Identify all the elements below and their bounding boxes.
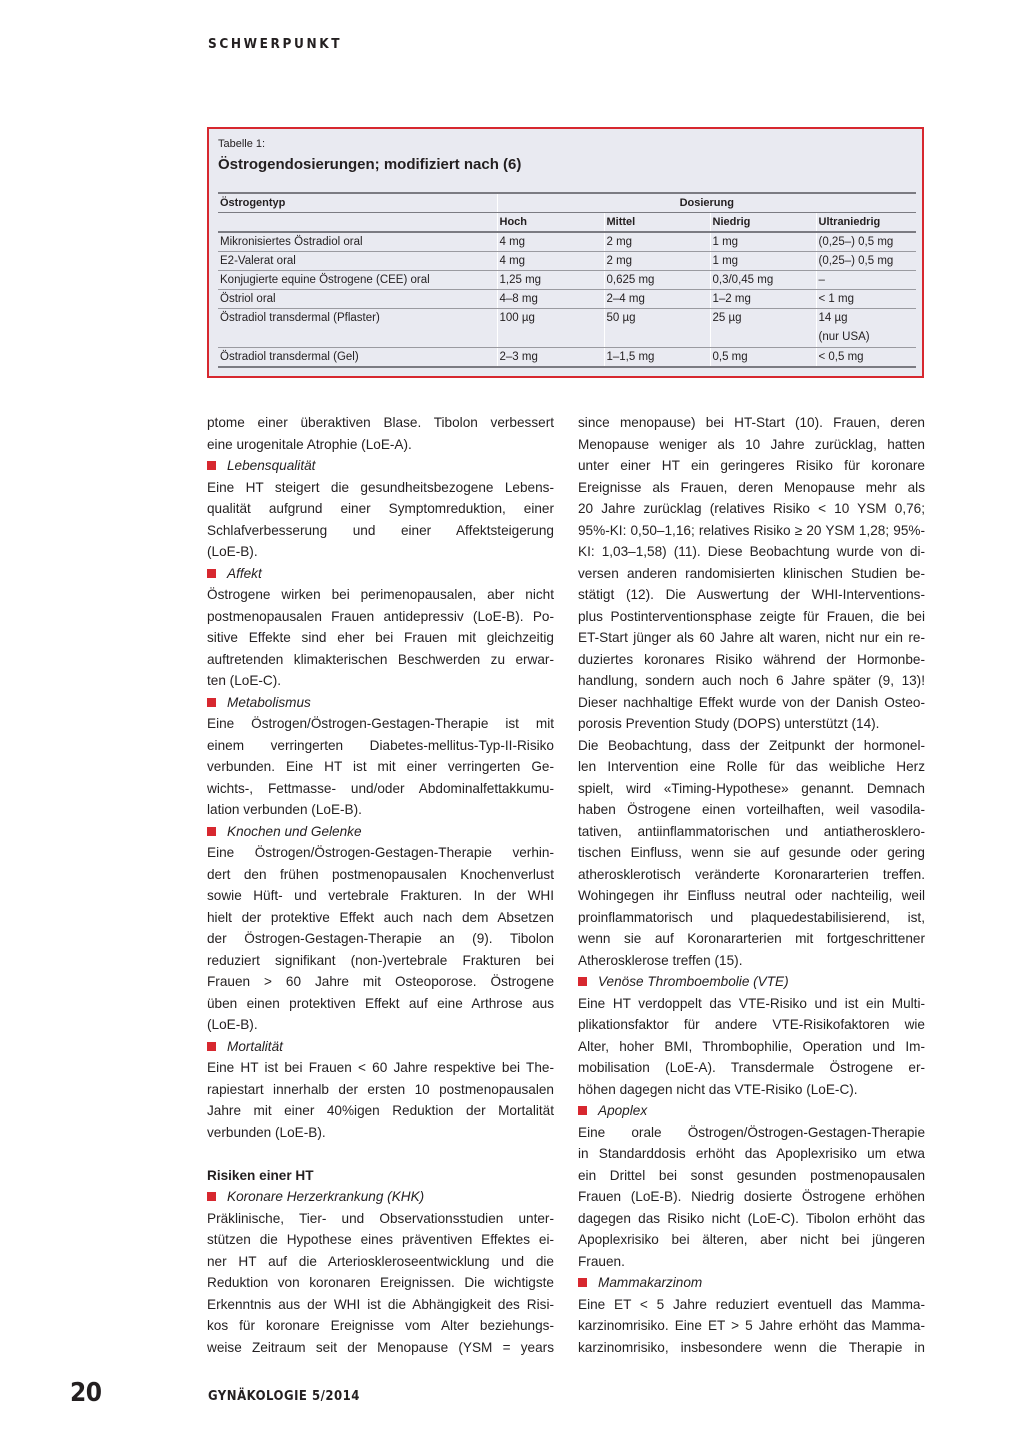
text-line: postmenopausalen Frauen antidepressiv (LoE-B). Po- <box>207 608 554 624</box>
text-line: proinflammatorisch und plaquedestabilisierend, ist, <box>578 909 925 925</box>
table-cell-dose: (0,25–) 0,5 mg <box>816 232 916 252</box>
text-line: (LoE-B). <box>207 544 258 559</box>
text-line: wenn sie auf Koronararterien mit fortgeschrittener <box>578 931 925 946</box>
text-line: Eine HT ist bei Frauen < 60 Jahre respektive bei The- <box>207 1060 554 1075</box>
text-line: handlung, sondern auch noch 6 Jahre später (9, 13)! <box>578 673 925 688</box>
subsection-heading-text: Mammakarzinom <box>598 1275 703 1290</box>
text-line: dagegen das Risiko nicht (LoE-C). Tibolon erhöht das <box>578 1210 925 1226</box>
table-cell-dose: 0,3/0,45 mg <box>710 271 816 290</box>
text-line: Jahre mit einer 40%igen Reduktion der Mortalität <box>207 1103 554 1118</box>
subsection-heading <box>207 455 554 477</box>
table-cell-dose: 100 µg <box>497 309 604 348</box>
subsection-heading <box>207 1186 554 1208</box>
text-line: mobilisation (LoE-A). Transdermale Östrogene er- <box>578 1060 925 1075</box>
text-line: tischen Einfluss, wenn sie auf gesunde oder gering <box>578 845 925 860</box>
text-line: ner HT auf die Arterioskleroseentwicklung und die <box>207 1253 554 1269</box>
text-line: verbunden (LoE-B). <box>207 1124 326 1140</box>
table-cell-dose: 0,5 mg <box>710 348 816 368</box>
table-row <box>218 290 916 309</box>
table-cell-type: Konjugierte equine Östrogene (CEE) oral <box>218 271 497 290</box>
table-cell-type: Mikronisiertes Östradiol oral <box>218 232 497 252</box>
text-line: Eine Östrogen/Östrogen-Gestagen-Therapie ist mit <box>207 716 554 731</box>
red-square-bullet-icon <box>207 827 216 836</box>
table-cell-type: E2-Valerat oral <box>218 252 497 271</box>
text-line: weise Zeitraum seit der Menopause (YSM = years <box>207 1339 554 1355</box>
text-line: Frauen > 60 Jahre mit Osteoporose. Östrogene <box>207 974 554 989</box>
table-cell-dose: 2–4 mg <box>604 290 710 309</box>
table-cell-type: Östradiol transdermal (Pflaster) <box>218 309 497 348</box>
text-line: lation verbunden (LoE-B). <box>207 802 362 817</box>
body-column-left <box>207 412 554 1358</box>
table-cell-dose: 1–2 mg <box>710 290 816 309</box>
subsection-heading-text: Apoplex <box>598 1103 648 1118</box>
text-line: Apoplexrisiko bei älteren, aber nicht bei jüngeren <box>578 1232 925 1247</box>
table-cell-dose: 1 mg <box>710 252 816 271</box>
text-line: auftretenden klimakterischen Beschwerden zu erwar- <box>207 651 554 667</box>
section-header: SCHWERPUNKT <box>208 36 343 52</box>
text-line: Reduktion von koronaren Ereignissen. Die wichtigste <box>207 1275 554 1290</box>
text-line: ET-Start jünger als 60 Jahre alt waren, nicht nur ein re- <box>578 630 925 645</box>
subsection-heading-text: Koronare Herzerkrankung (KHK) <box>227 1189 425 1204</box>
table-cell-dose: – <box>816 271 916 290</box>
text-line: spielt, wird «Timing-Hypothese» genannt. Demnach <box>578 780 925 796</box>
col-header-hoch: Hoch <box>497 213 604 233</box>
text-line: kos für koronare Ereignisse vom Alter beziehungs- <box>207 1318 554 1333</box>
table-cell-dose: 0,625 mg <box>604 271 710 290</box>
page-number: 20 <box>70 1378 102 1408</box>
table-cell-type: Östradiol transdermal (Gel) <box>218 348 497 368</box>
col-header-mittel: Mittel <box>604 213 710 233</box>
text-line: sitive Effekte sind eher bei Frauen mit gleichzeitig <box>207 630 554 645</box>
text-line: Präklinische, Tier- und Observationsstudien unter- <box>207 1210 554 1226</box>
table-cell-dose: 50 µg <box>604 309 710 348</box>
col-header-niedrig: Niedrig <box>710 213 816 233</box>
subsection-heading <box>578 971 925 993</box>
table-cell-dose: 2 mg <box>604 232 710 252</box>
table-row <box>218 271 916 290</box>
text-line: Dieser nachhaltige Effekt wurde von der Danish Osteo- <box>578 694 925 710</box>
table-cell-dose-value: 14 µg <box>818 312 848 324</box>
table-cell-dose: 2 mg <box>604 252 710 271</box>
dosage-table <box>218 192 916 368</box>
text-line: hielt der protektive Effekt auch nach dem Absetzen <box>207 909 554 925</box>
red-square-bullet-icon <box>578 1106 587 1115</box>
journal-issue: GYNÄKOLOGIE 5/2014 <box>208 1389 360 1404</box>
red-square-bullet-icon <box>207 1192 216 1201</box>
table-row <box>218 309 916 348</box>
text-line: dert den frühen postmenopausalen Knochenverlust <box>207 866 554 882</box>
text-line: qualität aufgrund einer Symptomreduktion, einer <box>207 501 554 516</box>
table-cell-dose: 2–3 mg <box>497 348 604 368</box>
table-cell-dose: < 1 mg <box>816 290 916 309</box>
text-line: Die Beobachtung, dass der Zeitpunkt der hormonel- <box>578 737 925 753</box>
red-square-bullet-icon <box>207 569 216 578</box>
text-line: Schlafverbesserung und einer Affektsteigerung <box>207 522 554 538</box>
text-line: plikationsfaktor für andere VTE-Risikofaktoren wie <box>578 1017 925 1032</box>
text-line: tativen, antiinflammatorischen und antiatherosklero- <box>578 823 925 839</box>
section-heading: Risiken einer HT <box>207 1167 314 1183</box>
red-square-bullet-icon <box>578 977 587 986</box>
text-line: 95%-KI: 0,50–1,16; relatives Risiko ≥ 20 YSM 1,28; 95%- <box>578 522 925 538</box>
table-cell-type: Östriol oral <box>218 290 497 309</box>
col-header-dosage: Dosierung <box>497 193 916 213</box>
text-line: karzinomrisiko. Eine ET > 5 Jahre erhöht das Mamma- <box>578 1318 925 1333</box>
text-line: sowie Hüft- und vertebrale Frakturen. In der WHI <box>207 888 554 903</box>
body-column-right <box>578 412 925 1358</box>
text-line: der Östrogen-Gestagen-Therapie an (9). Tibolon <box>207 931 554 946</box>
text-line: ein Drittel bei sonst gesunden postmenopausalen <box>578 1167 925 1183</box>
table-row <box>218 232 916 252</box>
subsection-heading-text: Lebensqualität <box>227 458 316 473</box>
subsection-heading <box>207 563 554 585</box>
table-cell-dose: < 0,5 mg <box>816 348 916 368</box>
subsection-heading <box>207 1036 554 1058</box>
text-line: ptome einer überaktiven Blase. Tibolon verbessert <box>207 415 554 430</box>
text-line: 20 Jahre zurücklag (relatives Risiko < 10 YSM 0,76; <box>578 501 925 516</box>
text-line: Frauen. <box>578 1253 625 1269</box>
table-cell-note: (nur USA) <box>818 331 870 343</box>
table-cell-dose: 1 mg <box>710 232 816 252</box>
subsection-heading-text: Venöse Thromboembolie (VTE) <box>598 974 789 989</box>
text-line: üben einen protektiven Effekt auf eine Arthrose aus <box>207 995 554 1011</box>
table-row <box>218 348 916 368</box>
table-title: Östrogendosierungen; modifiziert nach (6) <box>218 156 522 173</box>
text-line: ten (LoE-C). <box>207 673 282 688</box>
red-square-bullet-icon <box>207 1042 216 1051</box>
spacer <box>207 1143 554 1165</box>
text-line: porosis Prevention Study (DOPS) unterstützt (14). <box>578 716 880 731</box>
text-line: Frauen (LoE-B). Niedrig dosierte Östrogene erhöhen <box>578 1189 925 1204</box>
subsection-heading-text: Affekt <box>227 565 262 581</box>
subsection-heading-text: Knochen und Gelenke <box>227 823 362 839</box>
table-row <box>218 252 916 271</box>
text-line: Eine ET < 5 Jahre reduziert eventuell das Mamma- <box>578 1296 925 1312</box>
text-line: since menopause) bei HT-Start (10). Frauen, deren <box>578 415 925 430</box>
text-line: Östrogene wirken bei perimenopausalen, aber nicht <box>207 587 554 602</box>
text-line: rapiestart innerhalb der ersten 10 postmenopausalen <box>207 1081 554 1097</box>
text-line: Eine HT verdoppelt das VTE-Risiko und ist ein Multi- <box>578 995 925 1011</box>
text-line: Alter, hoher BMI, Thrombophilie, Operation und Im- <box>578 1038 925 1054</box>
subsection-heading-text: Mortalität <box>227 1038 283 1054</box>
text-line: höhen dagegen nicht das VTE-Risiko (LoE-C). <box>578 1081 858 1097</box>
text-line: eine urogenitale Atrophie (LoE-A). <box>207 436 412 452</box>
text-line: reduziert signifikant (non-)vertebrale Frakturen bei <box>207 952 554 968</box>
text-line: haben Östrogene einen vorteilhaften, weil vasodila- <box>578 802 925 817</box>
dosage-table-box <box>207 127 924 378</box>
text-line: atherosklerotisch veränderte Koronararterien treffen. <box>578 866 925 882</box>
text-line: stätigt (12). Die Auswertung der WHI-Interventions- <box>578 587 925 602</box>
table-cell-dose: 25 µg <box>710 309 816 348</box>
text-line: unter einer HT ein geringeres Risiko für koronare <box>578 458 925 473</box>
table-cell-dose: 1–1,5 mg <box>604 348 710 368</box>
text-line: (LoE-B). <box>207 1017 258 1032</box>
table-cell-dose: 4–8 mg <box>497 290 604 309</box>
text-line: Eine orale Östrogen/Östrogen-Gestagen-Therapie <box>578 1124 925 1140</box>
text-line: wichts-, Fettmasse- und/oder Abdominalfettakkumu- <box>207 780 554 796</box>
text-line: Erkenntnis aus der WHI ist die Abhängigkeit des Risi- <box>207 1296 554 1312</box>
text-line: Wohingegen ihr Einfluss neutral oder nachteilig, weil <box>578 888 925 903</box>
text-line: stützen die Hypothese eines präventiven Effektes ei- <box>207 1232 554 1247</box>
red-square-bullet-icon <box>578 1278 587 1287</box>
text-line: karzinomrisiko, insbesondere wenn die Therapie in <box>578 1339 925 1355</box>
table-cell-dose: 1,25 mg <box>497 271 604 290</box>
text-line: KI: 1,03–1,58) (11). Diese Beobachtung wurde von di- <box>578 544 925 559</box>
col-header-ultraniedrig: Ultraniedrig <box>816 213 916 233</box>
red-square-bullet-icon <box>207 698 216 707</box>
table-cell-dose: 4 mg <box>497 232 604 252</box>
subsection-heading-text: Metabolismus <box>227 694 311 710</box>
table-cell-dose: (0,25–) 0,5 mg <box>816 252 916 271</box>
text-line: plus Postinterventionsphase zeigte für Frauen, die bei <box>578 608 925 624</box>
text-line: len Intervention eine Rolle für das weibliche Herz <box>578 759 925 774</box>
text-line: Eine HT steigert die gesundheitsbezogene Lebens- <box>207 479 554 495</box>
red-square-bullet-icon <box>207 461 216 470</box>
table-cell-dose <box>816 309 916 348</box>
text-line: Ereignisse als Frauen, deren Menopause mehr als <box>578 479 925 495</box>
subsection-heading <box>207 692 554 714</box>
col-header-type: Östrogentyp <box>218 193 497 213</box>
table-label: Tabelle 1: <box>218 138 266 150</box>
subsection-heading <box>578 1272 925 1294</box>
subsection-heading <box>578 1100 925 1122</box>
text-line: verbunden. Eine HT ist mit einer verringerten Ge- <box>207 759 554 774</box>
col-header-empty <box>218 213 497 233</box>
subsection-heading <box>207 821 554 843</box>
text-line: Menopause weniger als 10 Jahre zurücklag, hatten <box>578 436 925 452</box>
text-line: einem verringerten Diabetes-mellitus-Typ-II-Risiko <box>207 737 554 753</box>
text-line: duziertes koronares Risiko während der Hormonbe- <box>578 651 925 667</box>
text-line: Atherosklerose treffen (15). <box>578 952 743 968</box>
text-line: versen anderen randomisierten klinischen Studien be- <box>578 565 925 581</box>
table-cell-dose: 4 mg <box>497 252 604 271</box>
text-line: in Standarddosis erhöht das Apoplexrisiko um etwa <box>578 1146 925 1161</box>
text-line: Eine Östrogen/Östrogen-Gestagen-Therapie verhin- <box>207 845 554 860</box>
